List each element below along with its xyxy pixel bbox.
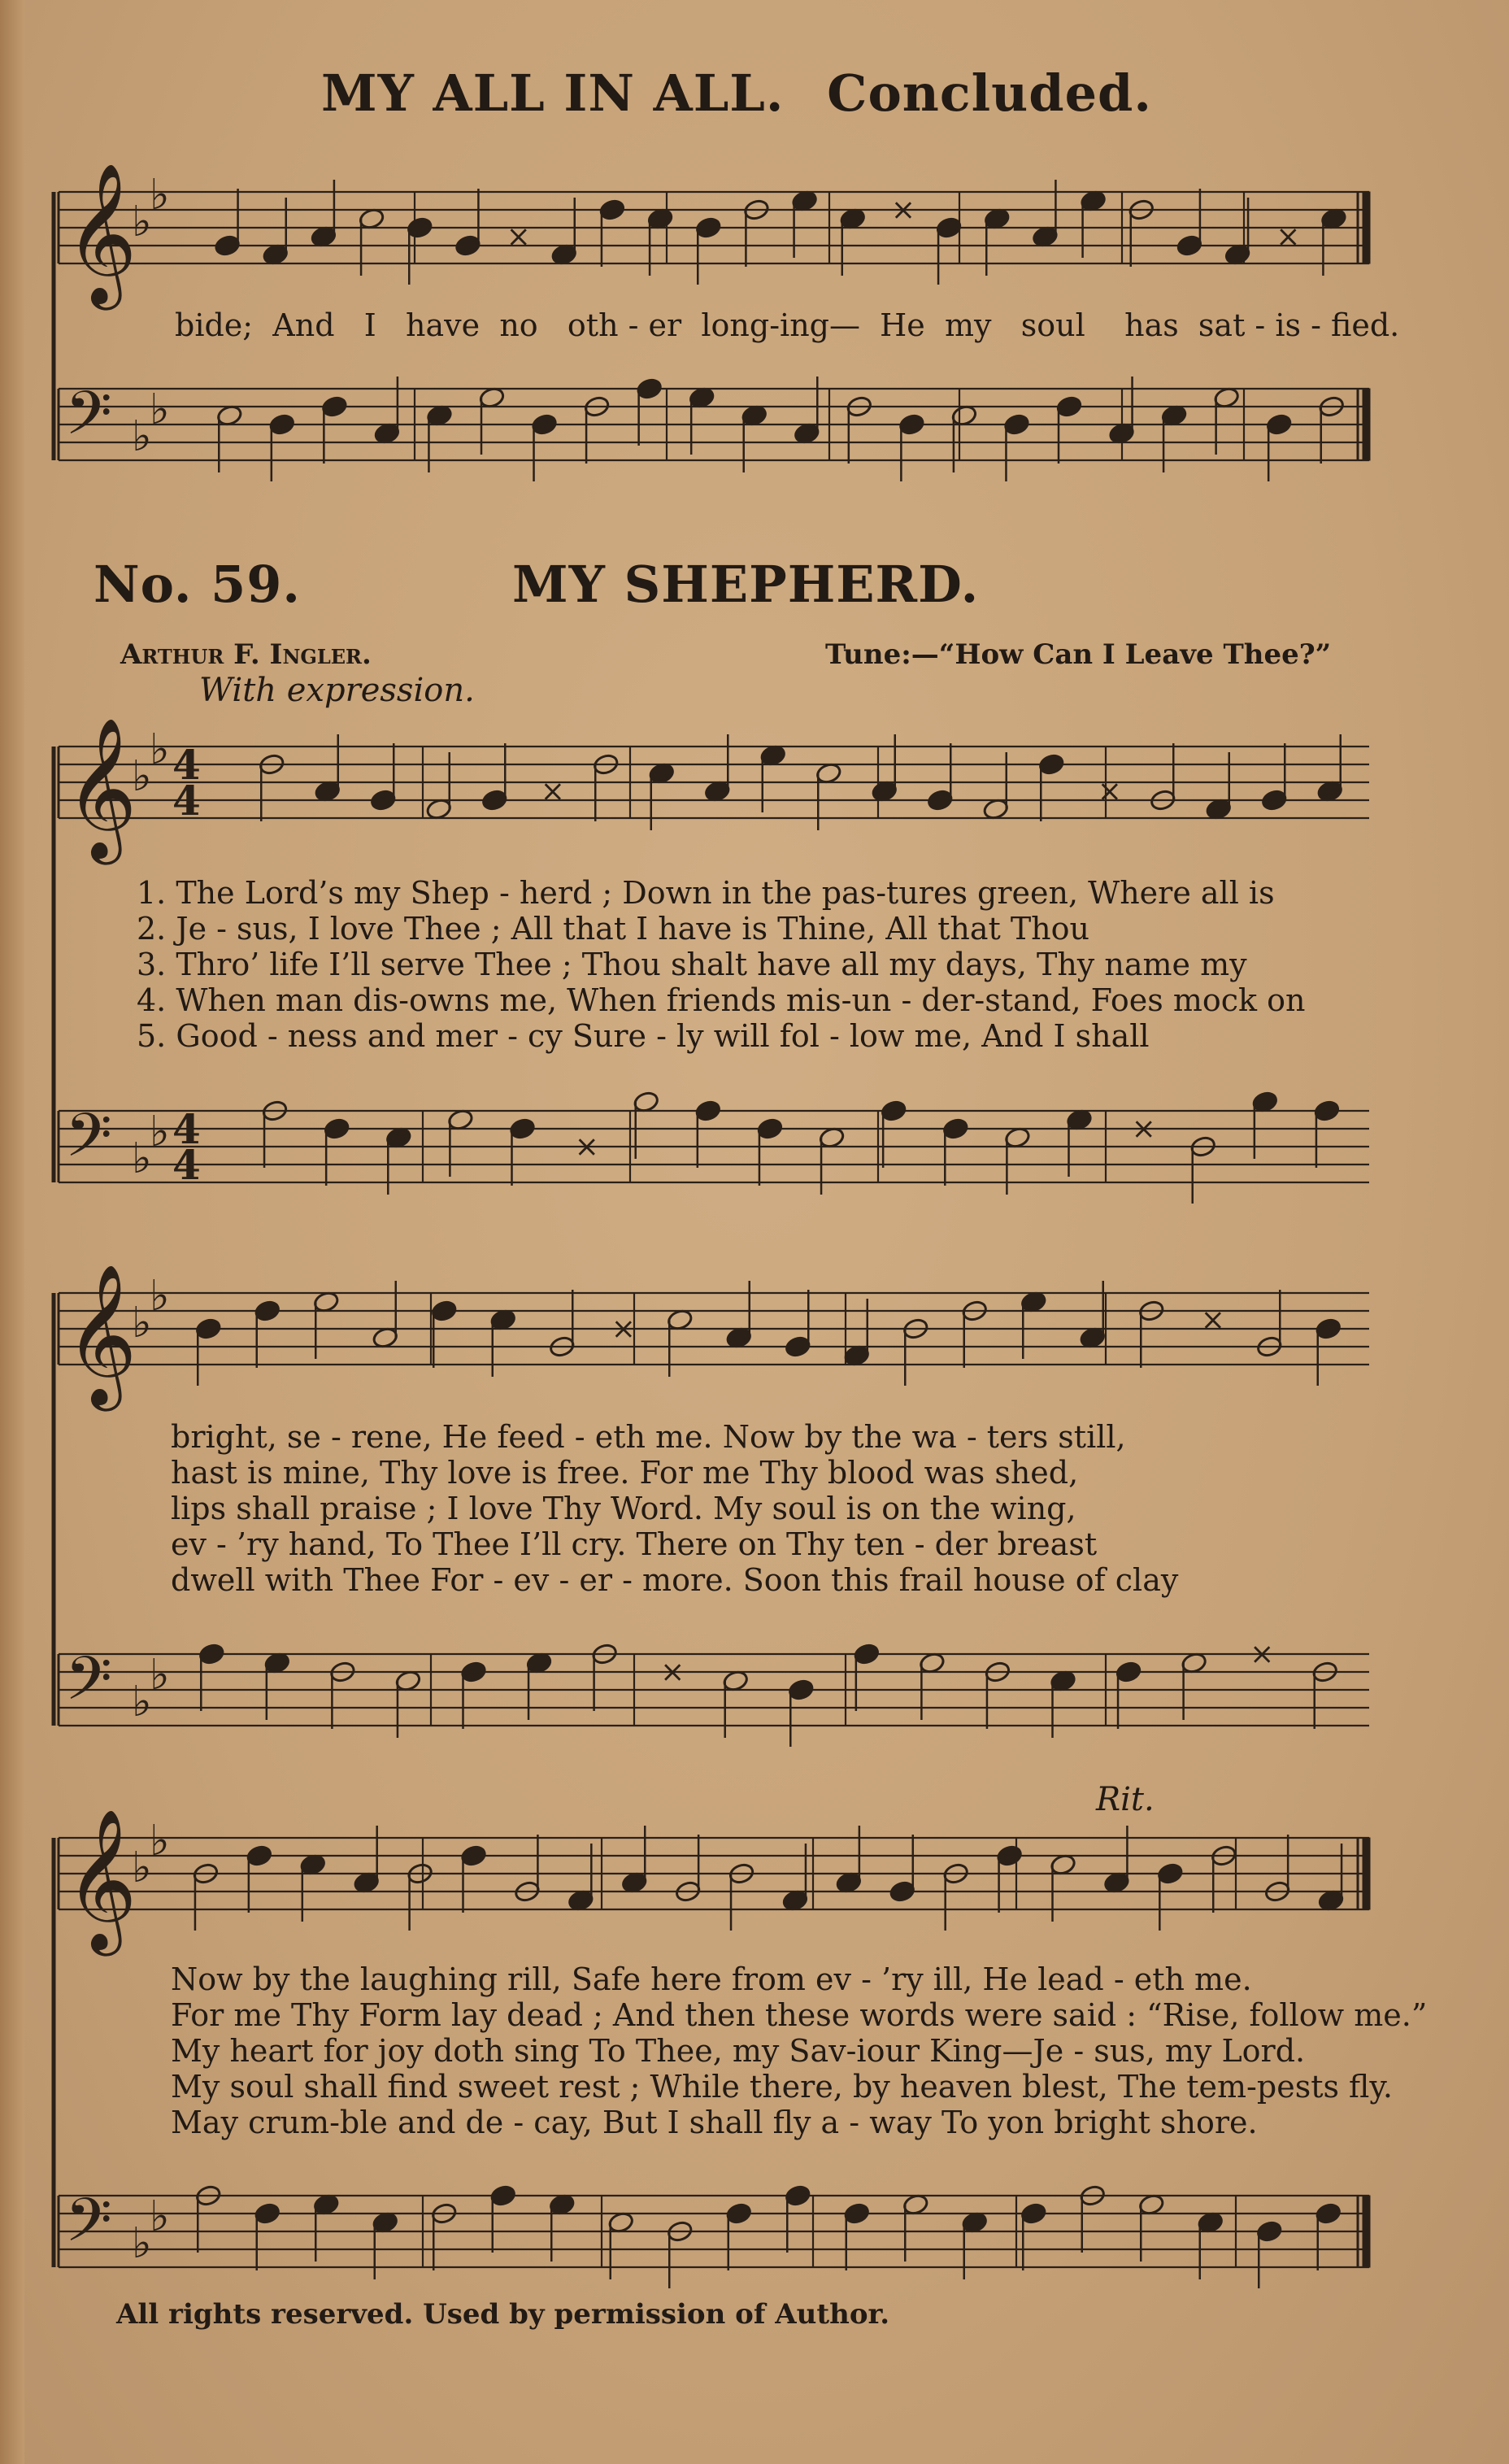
note-head (454, 234, 481, 257)
note-head (898, 413, 925, 436)
note-head (1055, 395, 1082, 418)
note-head (214, 234, 241, 257)
rest-icon: × (1097, 775, 1122, 808)
verse-2-line-1: 2. Je - sus, I love Thee ; All that I have is Thine, All that Thou (137, 911, 1090, 947)
flat-sign-icon: ♭ (132, 198, 152, 246)
note-head (853, 1643, 880, 1665)
rest-icon: × (506, 220, 531, 254)
treble-clef-icon: 𝄞 (65, 717, 137, 859)
verse-3-line-2: lips shall praise ; I love Thy Word. My soul is on the wing, (171, 1491, 1076, 1526)
flat-sign-icon: ♭ (150, 171, 170, 220)
note-head (489, 2184, 516, 2207)
flat-sign-icon: ♭ (132, 752, 152, 801)
note-head (889, 1880, 915, 1903)
verse-4-line-3: My soul shall find sweet rest ; While there, by heaven blest, The tem-pests fly. (171, 2069, 1393, 2105)
note-head (1115, 1661, 1142, 1683)
note-head (756, 1117, 783, 1140)
note-head (509, 1117, 536, 1140)
note-head (881, 1099, 907, 1122)
previous-lyrics-line: bide; And I have no oth - er long-ing— He my soul has sat - is - fied. (175, 307, 1400, 343)
rest-icon: × (540, 775, 565, 808)
note-head (268, 413, 295, 436)
bass-clef-icon: 𝄢 (65, 2185, 112, 2270)
final-barline (1363, 389, 1370, 460)
note-head (636, 377, 663, 400)
note-head (1266, 413, 1293, 436)
note-head (785, 2184, 811, 2207)
verse-4-line-1: 4. When man dis-owns me, When friends mis-un - der-stand, Foes mock on (137, 982, 1306, 1018)
flat-sign-icon: ♭ (150, 725, 170, 774)
treble-clef-icon: 𝄞 (65, 163, 137, 304)
note-head (481, 789, 508, 812)
hymn-number: No. 59. (93, 555, 301, 614)
rest-icon: × (611, 1313, 636, 1346)
flat-sign-icon: ♭ (132, 1844, 152, 1892)
system-3-bass-staff (59, 2184, 1370, 2288)
verse-4-line-2: ev - ’ry hand, To Thee I’ll cry. There on Thy ten - der breast (171, 1526, 1098, 1562)
rest-icon: × (1276, 220, 1301, 254)
note-head (1176, 234, 1202, 257)
note-head (195, 1317, 222, 1340)
note-head (1315, 1317, 1342, 1340)
rest-icon: × (574, 1130, 599, 1164)
flat-sign-icon: ♭ (132, 2219, 152, 2268)
hymn-title: MY SHEPHERD. (512, 555, 980, 614)
final-barline (1363, 192, 1370, 263)
note-head (1038, 753, 1065, 776)
note-head (1313, 1099, 1340, 1122)
verse-3-line-3: My heart for joy doth sing To Thee, my Sav-iour King—Je - sus, my Lord. (171, 2033, 1306, 2069)
note-head (1315, 2202, 1342, 2225)
ritardando-marking: Rit. (1096, 1781, 1155, 1818)
verse-5-line-1: 5. Good - ness and mer - cy Sure - ly will fol - low me, And I shall (137, 1018, 1150, 1054)
rest-icon: × (1131, 1112, 1156, 1146)
note-head (1261, 789, 1288, 812)
verse-1-line-3: Now by the laughing rill, Safe here from ev - ’ry ill, He lead - eth me. (171, 1961, 1252, 1997)
note-head (936, 216, 963, 239)
note-head (695, 216, 722, 239)
final-barline (1363, 1838, 1370, 1909)
note-head (694, 1099, 721, 1122)
rest-icon: × (890, 194, 916, 227)
note-head (1256, 2220, 1283, 2243)
note-head (927, 789, 954, 812)
author-credit: Arthur F. Ingler. (120, 638, 372, 671)
note-head (254, 1299, 280, 1322)
system-1-bass-staff (59, 1091, 1369, 1204)
tune-credit: Tune:—“How Can I Leave Thee?” (825, 638, 1332, 671)
note-head (788, 1678, 815, 1701)
flat-sign-icon: ♭ (150, 2192, 170, 2241)
bass-clef-icon: 𝄢 (65, 378, 112, 464)
treble-clef-icon: 𝄞 (65, 1809, 137, 1950)
note-head (996, 1844, 1023, 1867)
flat-sign-icon: ♭ (150, 1272, 170, 1321)
note-head (942, 1117, 969, 1140)
verse-2-line-2: hast is mine, Thy love is free. For me Thy blood was shed, (171, 1455, 1079, 1491)
note-head (460, 1661, 487, 1683)
note-head (1157, 1862, 1184, 1885)
flat-sign-icon: ♭ (132, 1678, 152, 1726)
note-head (407, 216, 433, 239)
time-signature-digit: 4 (172, 1105, 201, 1153)
system-2-bass-staff (59, 1638, 1369, 1747)
note-head (246, 1844, 272, 1867)
note-head (598, 198, 625, 221)
time-signature-digit: 4 (172, 777, 201, 825)
time-signature-digit: 4 (172, 741, 201, 789)
rest-icon: × (1200, 1304, 1225, 1337)
rest-icon: × (1250, 1638, 1275, 1671)
concluded-label: Concluded. (827, 63, 1152, 123)
note-head (460, 1844, 487, 1867)
time-signature-digit: 4 (172, 1141, 201, 1189)
verse-5-line-3: May crum-ble and de - cay, But I shall fly a - way To yon bright shore. (171, 2105, 1258, 2140)
note-head (1020, 2202, 1047, 2225)
flat-sign-icon: ♭ (132, 1134, 152, 1183)
flat-sign-icon: ♭ (132, 1299, 152, 1347)
note-head (531, 413, 558, 436)
note-head (198, 1643, 225, 1665)
flat-sign-icon: ♭ (150, 1651, 170, 1700)
rest-icon: × (660, 1656, 685, 1689)
treble-clef-icon: 𝄞 (65, 1264, 137, 1405)
bass-clef-icon: 𝄢 (65, 1100, 112, 1186)
verse-1-line-1: 1. The Lord’s my Shep - herd ; Down in the pas-tures green, Where all is (137, 875, 1275, 911)
note-head (254, 2202, 280, 2225)
previous-title-text: MY ALL IN ALL. (321, 63, 785, 123)
final-barline (1363, 2196, 1370, 2267)
flat-sign-icon: ♭ (150, 385, 170, 434)
flat-sign-icon: ♭ (150, 1108, 170, 1156)
verse-1-line-2: bright, se - rene, He feed - eth me. Now by the wa - ters still, (171, 1419, 1126, 1455)
copyright-footer: All rights reserved. Used by permission of Author. (116, 2298, 890, 2331)
note-head (843, 2202, 870, 2225)
note-head (1003, 413, 1030, 436)
verse-5-line-2: dwell with Thee For - ev - er - more. Soon this frail house of clay (171, 1562, 1179, 1598)
flat-sign-icon: ♭ (150, 1817, 170, 1865)
expression-marking: With expression. (199, 672, 475, 709)
note-head (431, 1299, 458, 1322)
flat-sign-icon: ♭ (132, 412, 152, 461)
note-head (370, 789, 397, 812)
note-head (785, 1335, 811, 1358)
verse-3-line-1: 3. Thro’ life I’ll serve Thee ; Thou shalt have all my days, Thy name my (137, 947, 1247, 982)
note-head (324, 1117, 350, 1140)
note-head (321, 395, 348, 418)
bass-clef-icon: 𝄢 (65, 1643, 112, 1729)
system-0-bass-staff (59, 377, 1370, 481)
verse-2-line-3: For me Thy Form lay dead ; And then these words were said : “Rise, follow me.” (171, 1997, 1428, 2033)
note-head (725, 2202, 752, 2225)
